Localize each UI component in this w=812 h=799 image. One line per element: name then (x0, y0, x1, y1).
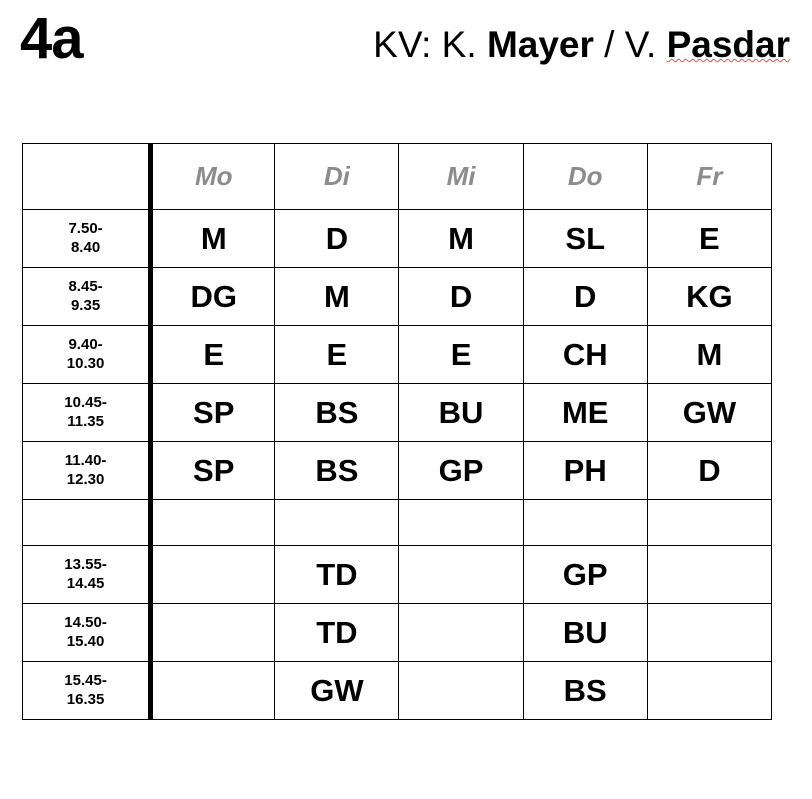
subject-cell: GW (647, 384, 771, 442)
table-row-break (23, 500, 772, 546)
page-header (0, 0, 812, 110)
teacher-name-two: Pasdar (666, 24, 790, 65)
table-row (23, 604, 772, 662)
subject-cell (151, 604, 275, 662)
time-slot (23, 604, 151, 662)
day-header-mo: Mo (151, 144, 275, 210)
subject-cell (399, 546, 523, 604)
subject-cell (399, 500, 523, 546)
homeroom-teachers (373, 26, 790, 63)
subject-cell (647, 662, 771, 720)
table-row (23, 662, 772, 720)
subject-cell: D (275, 210, 399, 268)
time-line-start: 11.40- (64, 451, 107, 469)
subject-cell: BS (275, 384, 399, 442)
time-line-start: 14.50- (64, 613, 107, 631)
subject-cell: E (647, 210, 771, 268)
time-line-start: 8.45- (68, 277, 103, 295)
time-line-start: 9.40- (68, 335, 103, 353)
time-slot (23, 268, 151, 326)
time-line-end: 14.45 (66, 574, 105, 592)
subject-cell: ME (523, 384, 647, 442)
corner-cell (23, 144, 151, 210)
subject-cell: SP (151, 442, 275, 500)
day-header-fr: Fr (647, 144, 771, 210)
table-row (23, 442, 772, 500)
subject-cell (523, 500, 647, 546)
time-slot (23, 210, 151, 268)
subject-cell: D (647, 442, 771, 500)
time-line-start: 10.45- (64, 393, 107, 411)
teacher-separator: / V. (604, 24, 657, 65)
day-header-di: Di (275, 144, 399, 210)
subject-cell: TD (275, 546, 399, 604)
subject-cell: BS (275, 442, 399, 500)
subject-cell: BU (523, 604, 647, 662)
time-line-end: 8.40 (70, 238, 101, 256)
table-row (23, 210, 772, 268)
timetable-header-row (23, 144, 772, 210)
subject-cell: DG (151, 268, 275, 326)
time-slot (23, 384, 151, 442)
time-line-end: 15.40 (66, 632, 105, 650)
subject-cell: SP (151, 384, 275, 442)
subject-cell: BU (399, 384, 523, 442)
subject-cell (399, 662, 523, 720)
subject-cell (151, 662, 275, 720)
subject-cell: PH (523, 442, 647, 500)
subject-cell (647, 500, 771, 546)
time-line-start: 13.55- (64, 555, 107, 573)
subject-cell (151, 500, 275, 546)
subject-cell: M (399, 210, 523, 268)
subject-cell: TD (275, 604, 399, 662)
teacher-name-one: Mayer (486, 24, 594, 65)
subject-cell (647, 604, 771, 662)
day-header-mi: Mi (399, 144, 523, 210)
day-header-do: Do (523, 144, 647, 210)
time-line-start: 7.50- (68, 219, 103, 237)
subject-cell: BS (523, 662, 647, 720)
timetable (22, 143, 772, 720)
time-line-end: 11.35 (67, 412, 104, 430)
table-row (23, 326, 772, 384)
time-slot (23, 442, 151, 500)
subject-cell: GP (523, 546, 647, 604)
time-slot (23, 546, 151, 604)
table-row (23, 546, 772, 604)
subject-cell: CH (523, 326, 647, 384)
time-slot (23, 326, 151, 384)
time-line-start: 15.45- (64, 671, 107, 689)
time-line-end: 9.35 (70, 296, 101, 314)
time-slot (23, 500, 151, 546)
subject-cell (647, 546, 771, 604)
subject-cell: E (399, 326, 523, 384)
subject-cell: E (151, 326, 275, 384)
subject-cell: SL (523, 210, 647, 268)
subject-cell: GP (399, 442, 523, 500)
time-line-end: 16.35 (66, 690, 105, 708)
class-label: 4a (20, 6, 83, 71)
subject-cell: M (151, 210, 275, 268)
subject-cell: E (275, 326, 399, 384)
subject-cell (151, 546, 275, 604)
subject-cell: KG (647, 268, 771, 326)
subject-cell: D (399, 268, 523, 326)
table-row (23, 384, 772, 442)
time-line-end: 10.30 (66, 354, 105, 372)
table-row (23, 268, 772, 326)
subject-cell (275, 500, 399, 546)
subject-cell (399, 604, 523, 662)
time-slot (23, 662, 151, 720)
subject-cell: D (523, 268, 647, 326)
subject-cell: M (647, 326, 771, 384)
teacher-prefix: KV: K. (373, 24, 477, 65)
subject-cell: M (275, 268, 399, 326)
time-line-end: 12.30 (66, 470, 105, 488)
subject-cell: GW (275, 662, 399, 720)
